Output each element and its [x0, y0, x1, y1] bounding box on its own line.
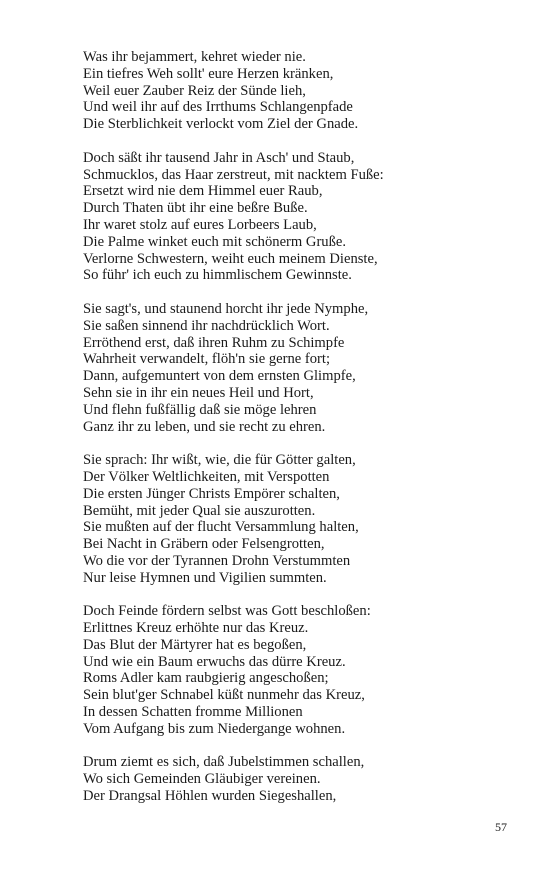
stanza-2 [83, 150, 523, 284]
verse-line: Was ihr bejammert, kehret wieder nie. [83, 49, 306, 65]
verse-line: Ein tiefres Weh sollt' eure Herzen kränken, [83, 65, 334, 82]
verse-line: Bemüht, mit jeder Qual sie auszurotten. [83, 502, 316, 519]
verse-line: Doch Feinde fördern selbst was Gott beschloßen: [83, 603, 371, 620]
verse-line: Dann, aufgemuntert von dem ernsten Glimpfe, [83, 368, 356, 385]
verse-line: Ersetzt wird nie dem Himmel euer Raub, [83, 183, 323, 200]
verse-line: Sie saßen sinnend ihr nachdrücklich Wort. [83, 317, 330, 334]
verse-line: Wo sich Gemeinden Gläubiger vereinen. [83, 771, 321, 788]
verse-line: Nur leise Hymnen und Vigilien summten. [83, 569, 327, 586]
page-number: 57 [495, 820, 507, 834]
verse-line: Der Drangsal Höhlen wurden Siegeshallen, [83, 788, 337, 805]
stanza-4 [83, 452, 523, 586]
verse-line: Verlorne Schwestern, weiht euch meinem Dienste, [83, 250, 378, 267]
verse-line: Wo die vor der Tyrannen Drohn Verstummten [83, 552, 351, 569]
verse-line: Erlittnes Kreuz erhöhte nur das Kreuz. [83, 620, 309, 637]
verse-line: In dessen Schatten fromme Millionen [83, 704, 303, 721]
verse-line: Und flehn fußfällig daß sie möge lehren [83, 401, 317, 418]
verse-line: Ihr waret stolz auf eures Lorbeers Laub, [83, 216, 317, 233]
verse-line: Ganz ihr zu leben, und sie recht zu ehren. [83, 418, 326, 435]
verse-line: So führ' ich euch zu himmlischem Gewinnste. [83, 267, 352, 284]
verse-line: Die Sterblichkeit verlockt vom Ziel der Gnade. [83, 116, 359, 133]
verse-line: Erröthend erst, daß ihren Ruhm zu Schimpfe [83, 334, 345, 351]
verse-line: Sehn sie in ihr ein neues Heil und Hort, [83, 384, 314, 401]
stanza-3 [83, 301, 523, 435]
stanza-1 [83, 49, 523, 133]
verse-line: Schmucklos, das Haar zerstreut, mit nacktem Fuße: [83, 166, 384, 183]
stanza-5 [83, 603, 523, 737]
verse-line: Durch Thaten übt ihr eine beßre Buße. [83, 200, 308, 217]
verse-line: Und weil ihr auf des Irrthums Schlangenpfade [83, 99, 353, 116]
verse-line: Das Blut der Märtyrer hat es begoßen, [83, 636, 307, 653]
verse-line: Roms Adler kam raubgierig angeschoßen; [83, 670, 329, 687]
verse-line: Die Palme winket euch mit schönerm Gruße. [83, 233, 347, 250]
verse-line: Sie sprach: Ihr wißt, wie, die für Götter galten, [83, 452, 356, 469]
verse-line: Doch säßt ihr tausend Jahr in Asch' und Staub, [83, 149, 355, 166]
verse-line: Drum ziemt es sich, daß Jubelstimmen schallen, [83, 754, 365, 771]
verse-line: Weil euer Zauber Reiz der Sünde lieh, [83, 82, 306, 99]
verse-line: Sie mußten auf der flucht Versammlung halten, [83, 519, 359, 536]
verse-line: Und wie ein Baum erwuchs das dürre Kreuz. [83, 653, 346, 670]
verse-line: Bei Nacht in Gräbern oder Felsengrotten, [83, 536, 325, 553]
stanza-6 [83, 754, 523, 804]
verse-line: Wahrheit verwandelt, flöh'n sie gerne fort; [83, 351, 331, 368]
verse-line: Vom Aufgang bis zum Niedergange wohnen. [83, 720, 346, 737]
verse-line: Sein blut'ger Schnabel küßt nunmehr das Kreuz, [83, 687, 365, 704]
verse-line: Sie sagt's, und staunend horcht ihr jede Nymphe, [83, 300, 369, 317]
verse-line: Die ersten Jünger Christs Empörer schalten, [83, 485, 340, 502]
poem-text [83, 49, 523, 822]
verse-line: Der Völker Weltlichkeiten, mit Verspotten [83, 468, 330, 485]
